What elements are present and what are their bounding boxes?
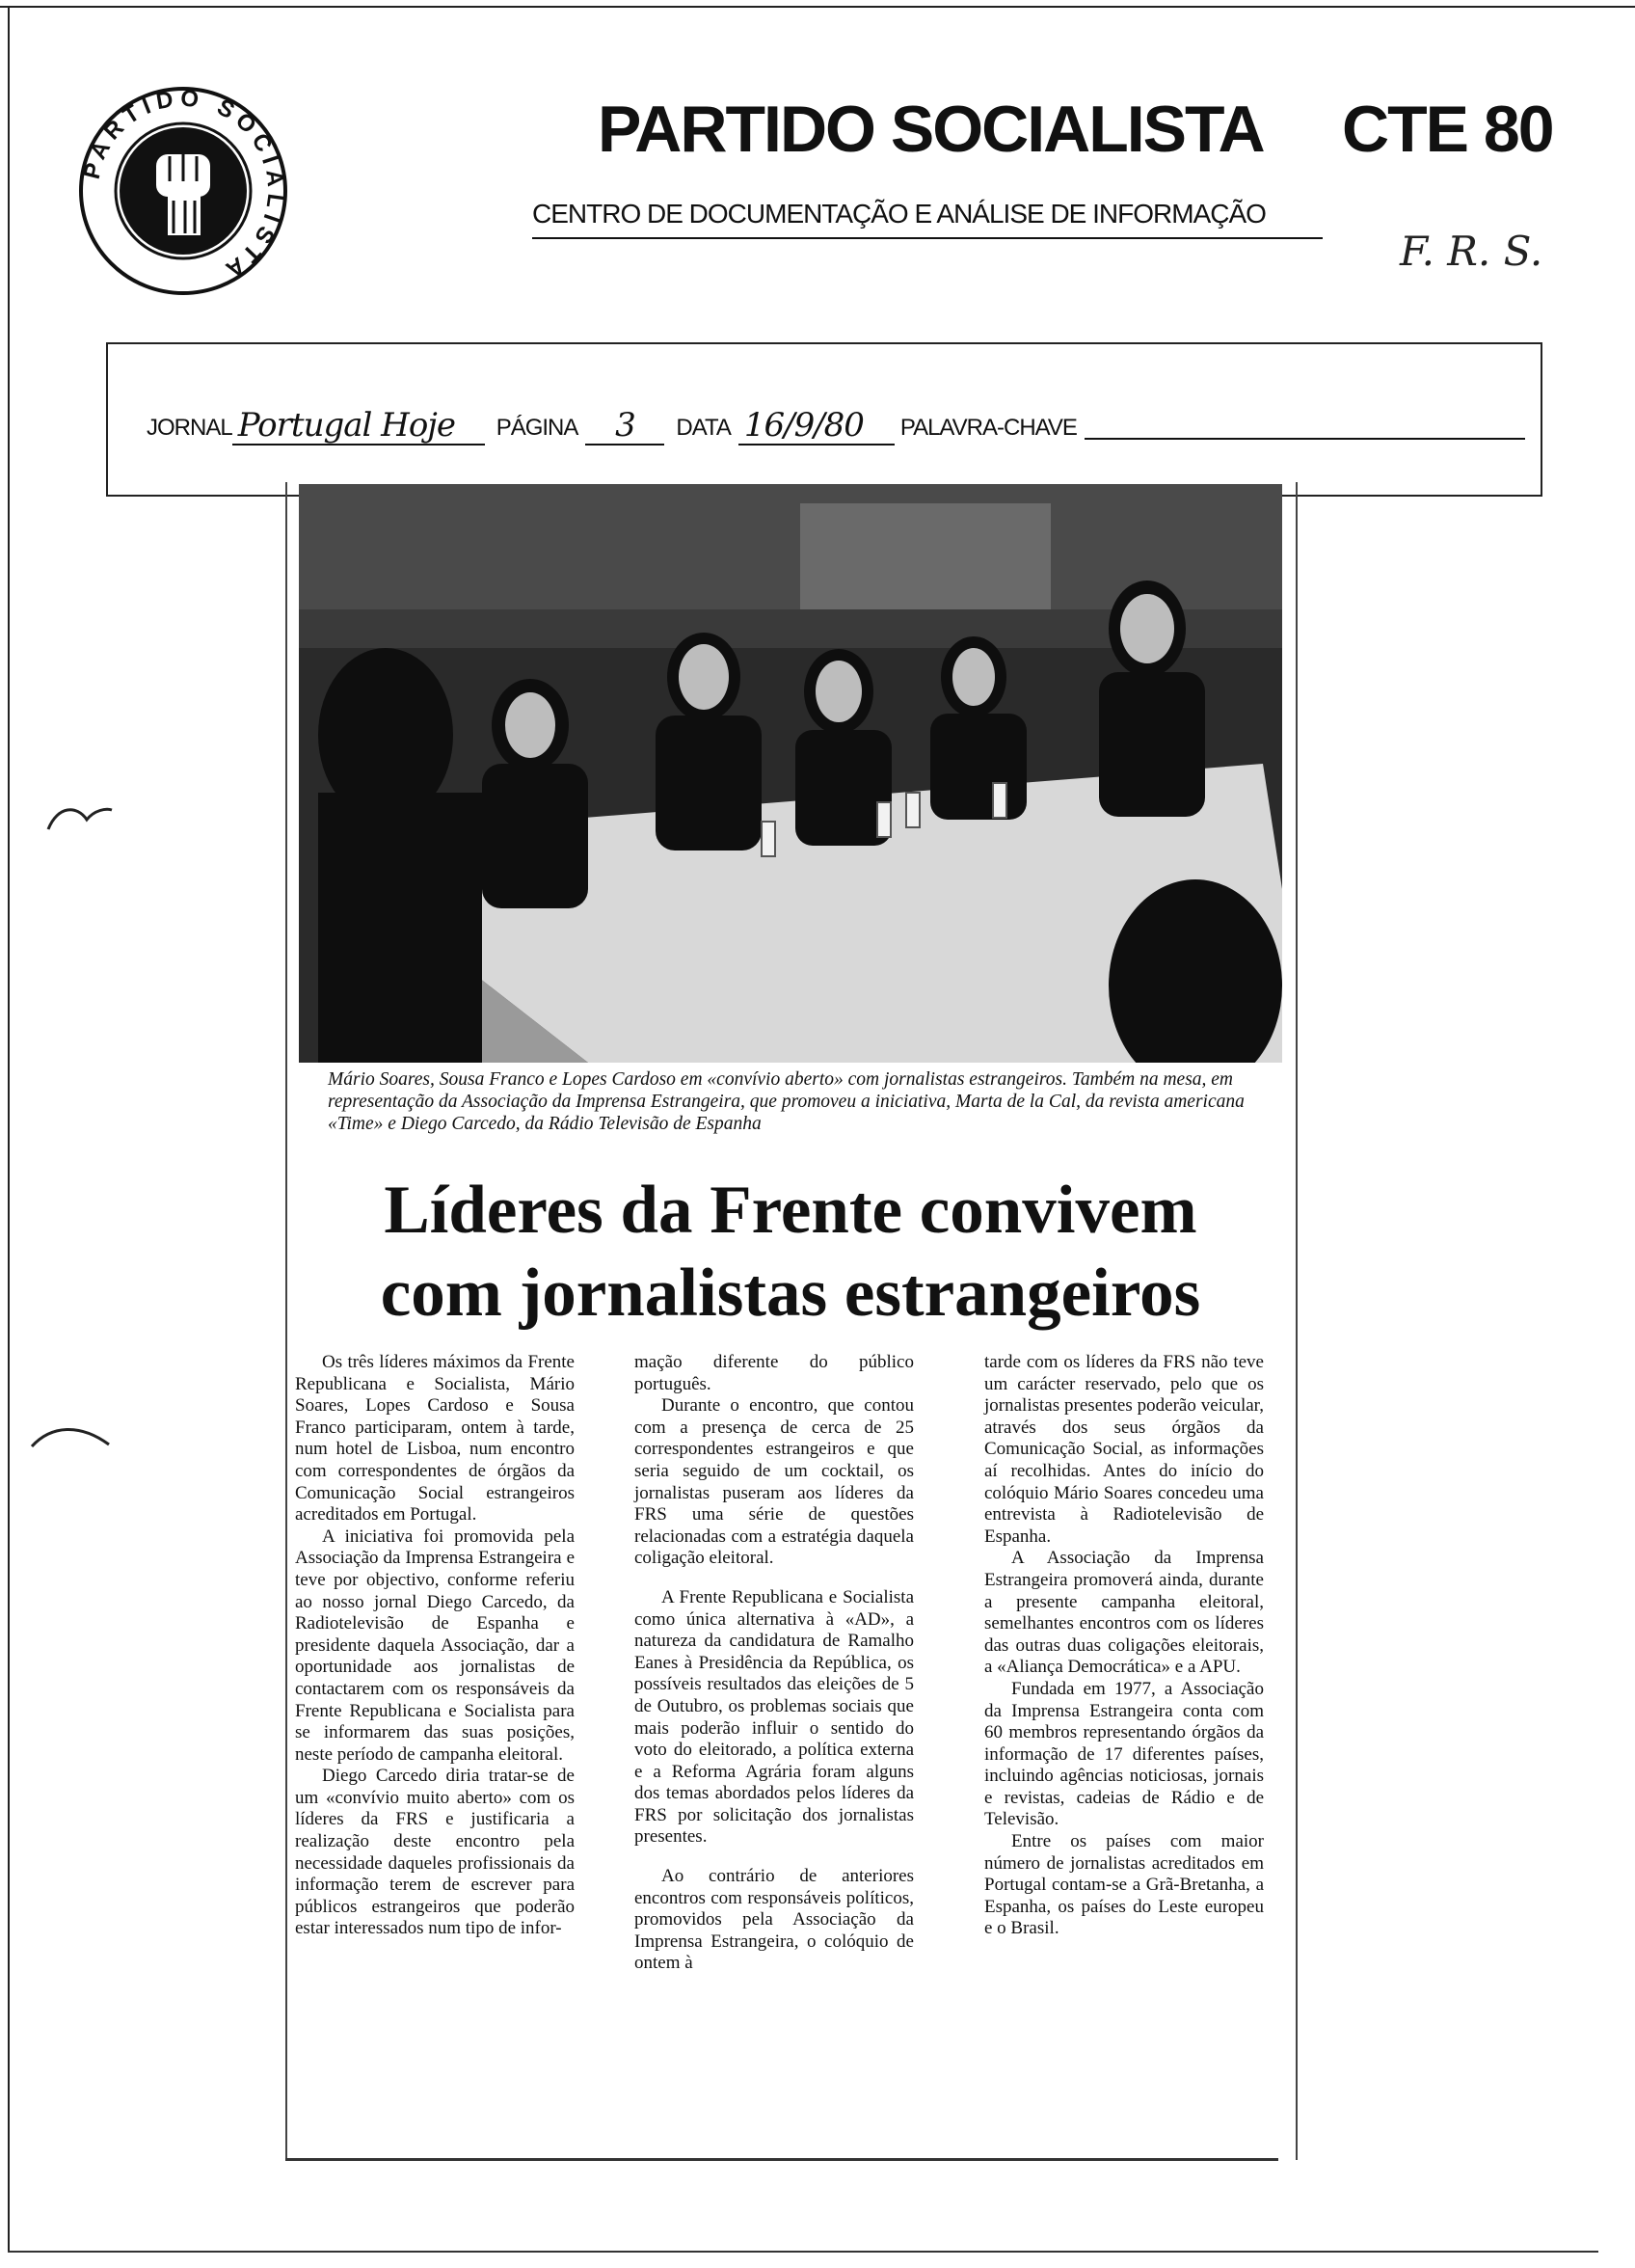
article-column-1 (295, 1352, 575, 1940)
jornal-value: Portugal Hoje (232, 408, 485, 446)
paragraph: Ao contrário de anteriores encontros com responsáveis políticos, promovidos pela Associação da Imprensa Estrangeira, o colóquio de ontem à (634, 1866, 914, 1974)
pagina-value: 3 (585, 408, 664, 446)
paragraph: Durante o encontro, que contou com a presença de cerca de 25 correspondentes estrangeiros e que seria seguido de um cocktail, os jornalistas puseram aos líderes da FRS uma série de questões relacionadas com a estratégia daquela coligação eleitoral. (634, 1395, 914, 1569)
pagina-label: PÁGINA (496, 415, 578, 441)
handwritten-annotation: F. R. S. (1400, 228, 1543, 275)
party-seal-logo (77, 85, 289, 297)
photo-caption: Mário Soares, Sousa Franco e Lopes Cardoso em «convívio aberto» com jornalistas estrangeiros. Também na mesa, em representação da Associação da Imprensa Estrangeira, que promoveu a iniciativa, Marta de la Cal, da revista americana «Time» e Diego Carcedo, da Rádio Televisão de Espanha (328, 1069, 1245, 1134)
data-value: 16/9/80 (738, 408, 895, 446)
paragraph: Fundada em 1977, a Associação da Imprensa Estrangeira conta com 60 membros representando órgãos da informação de 17 diferentes países, incluindo agências noticiosas, jornais e revistas, cadeias de Rádio e de Televisão. (984, 1678, 1264, 1830)
paragraph: Diego Carcedo diria tratar-se de um «convívio muito aberto» com os líderes da FRS e justificaria a realização deste encontro pela necessidade daqueles profissionais da informação terem de escrever para públicos estrangeiros que poderão estar interessados num tipo de infor- (295, 1766, 575, 1939)
data-label: DATA (676, 415, 731, 441)
paragraph: Entre os países com maior número de jornalistas acreditados em Portugal contam-se a Grã-Bretanha, a Espanha, os países do Leste europeu e o Brasil. (984, 1831, 1264, 1939)
article-column-3 (984, 1352, 1264, 1940)
clipping-edge-bottom (285, 2158, 1278, 2161)
palavra-chave-label: PALAVRA-CHAVE (899, 415, 1077, 441)
organization-name: PARTIDO SOCIALISTA (598, 93, 1264, 166)
page-frame-top (0, 6, 1635, 8)
paragraph: A Associação da Imprensa Estrangeira promoverá ainda, durante a presente campanha eleitoral, semelhantes encontros com os líderes das outras duas coligações eleitorais, a «Aliança Democrática» e a APU. (984, 1548, 1264, 1678)
svg-text:PARTIDO SOCIALISTA: PARTIDO SOCIALISTA (78, 85, 289, 286)
jornal-label: JORNAL (147, 415, 232, 441)
article-headline (299, 1169, 1282, 1335)
paragraph: Os três líderes máximos da Frente Republicana e Socialista, Mário Soares, Lopes Cardoso e Sousa Franco participaram, ontem à tarde, num hotel de Lisboa, num encontro com correspondentes de órgãos da Comunicação Social estrangeiros acreditados em Portugal. (295, 1352, 575, 1526)
paragraph: A iniciativa foi promovida pela Associação da Imprensa Estrangeira e teve por objectivo, conforme referiu ao nosso jornal Diego Carcedo, da Radiotelevisão de Espanha e presidente daquela Associação, dar a oportunidade aos jornalistas de contactarem com os responsáveis da Frente Republicana e Socialista para se informarem das suas posições, neste período de campanha eleitoral. (295, 1526, 575, 1765)
margin-mark (39, 800, 116, 839)
paragraph: tarde com os líderes da FRS não teve um carácter reservado, pelo que os jornalistas presentes poderão veicular, através dos seus órgãos da Comunicação Social, as informações aí recolhidas. Antes do início do colóquio Mário Soares concedeu uma entrevista à Radiotelevisão de Espanha. (984, 1352, 1264, 1547)
headline-line-1: Líderes da Frente convivem (384, 1173, 1197, 1248)
paragraph: mação diferente do público português. (634, 1352, 914, 1394)
page-frame-left (8, 6, 10, 2253)
headline-line-2: com jornalistas estrangeiros (380, 1256, 1201, 1331)
paragraph: A Frente Republicana e Socialista como única alternativa à «AD», a natureza da candidatura de Ramalho Eanes à Presidência da República, os possíveis resultados das eleições de 5 de Outubro, os problemas sociais que mais poderão influir o sentido do voto do eleitorado, a política externa e a Reforma Agrária foram alguns dos temas abordados pelos líderes da FRS por solicitação dos jornalistas presentes. (634, 1586, 914, 1848)
organization-subtitle: CENTRO DE DOCUMENTAÇÃO E ANÁLISE DE INFORMAÇÃO (532, 201, 1323, 239)
article-column-2 (634, 1352, 914, 1975)
palavra-chave-blank (1085, 437, 1525, 440)
document-code: CTE 80 (1342, 93, 1553, 166)
clipping-edge-right (1296, 482, 1298, 2160)
index-form-box (106, 342, 1542, 497)
press-photo (299, 484, 1282, 1063)
clipping-edge-left (285, 482, 287, 2160)
index-form-line (147, 397, 1525, 446)
page-frame-bottom (8, 2251, 1598, 2253)
margin-mark (27, 1418, 114, 1456)
